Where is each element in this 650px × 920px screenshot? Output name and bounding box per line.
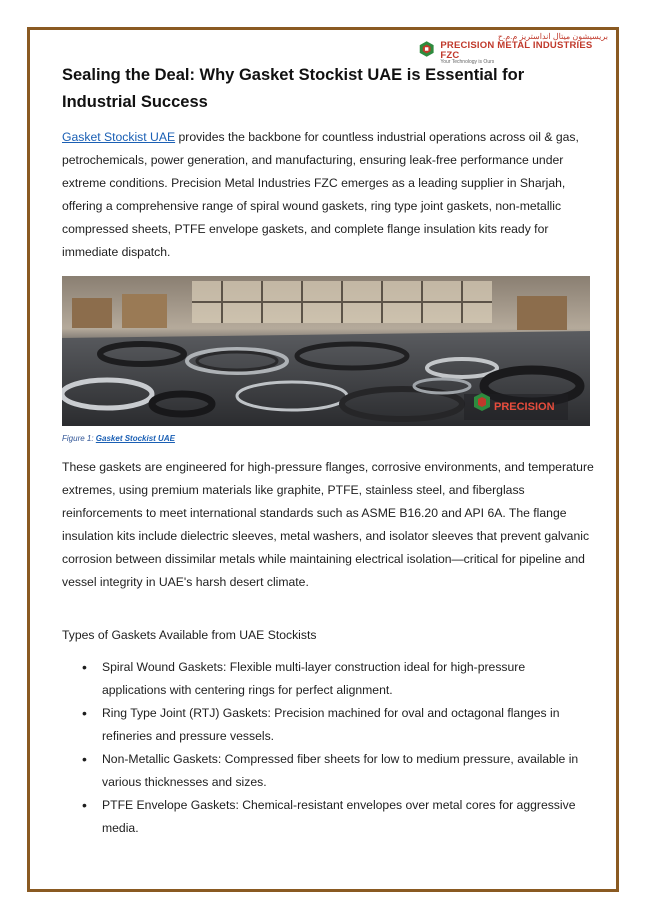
logo-arabic-text: بريسيشون ميتال انداستريز م.م.ح — [497, 32, 608, 41]
intro-text: provides the backbone for countless industrial operations across oil & gas, petrochemicals, power generation, and manufacturing, ensuring leak-free performance under extreme conditions. Precision Metal Industries FZC emerges as a leading supplier in Sharjah, offering a comprehensive range of spiral wound gaskets, ring type joint gaskets, non-metallic compressed sheets, PTFE envelope gaskets, and complete flange insulation kits ready for immediate dispatch. — [62, 130, 579, 259]
list-item: • Spiral Wound Gaskets: Flexible multi-layer construction ideal for high-pressure applications with centering rings for perfect alignment. — [62, 656, 592, 702]
logo-company-name: PRECISION METAL INDUSTRIES FZC — [440, 40, 593, 61]
list-item: • Ring Type Joint (RTJ) Gaskets: Precision machined for oval and octagonal flanges in refineries and pressure vessels. — [62, 702, 592, 748]
types-heading: Types of Gaskets Available from UAE Stockists — [62, 628, 317, 642]
gasket-types-list — [62, 656, 592, 840]
watermark-text: PRECISION — [494, 401, 555, 413]
list-item: • PTFE Envelope Gaskets: Chemical-resistant envelopes over metal cores for aggressive media. — [62, 794, 592, 840]
list-item: • Non-Metallic Gaskets: Compressed fiber sheets for low to medium pressure, available in various thicknesses and sizes. — [62, 748, 592, 794]
company-logo — [418, 32, 608, 65]
logo-hexagon-icon — [418, 40, 435, 58]
gasket-stockist-link[interactable]: Gasket Stockist UAE — [62, 130, 176, 144]
gaskets-illustration — [62, 276, 590, 426]
caption-link[interactable]: Gasket Stockist UAE — [95, 434, 175, 443]
intro-paragraph — [62, 126, 594, 264]
caption-prefix: Figure 1: — [62, 434, 96, 443]
logo-tagline: Your Technology is Ours — [440, 59, 495, 65]
gaskets-photo — [62, 276, 590, 426]
figure-caption — [62, 434, 175, 443]
page-title: Sealing the Deal: Why Gasket Stockist UAE is Essential for Industrial Success — [62, 66, 525, 111]
body-paragraph: These gaskets are engineered for high-pressure flanges, corrosive environments, and temperature extremes, using premium materials like graphite, PTFE, stainless steel, and fiberglass reinforcements to meet international standards such as ASME B16.20 and API 6A. The flange insulation kits include dielectric sleeves, metal washers, and isolator sleeves that prevent galvanic corrosion between dissimilar metals while maintaining electrical isolation—critical for pipeline and vessel integrity in UAE's harsh desert climate. — [62, 460, 594, 589]
